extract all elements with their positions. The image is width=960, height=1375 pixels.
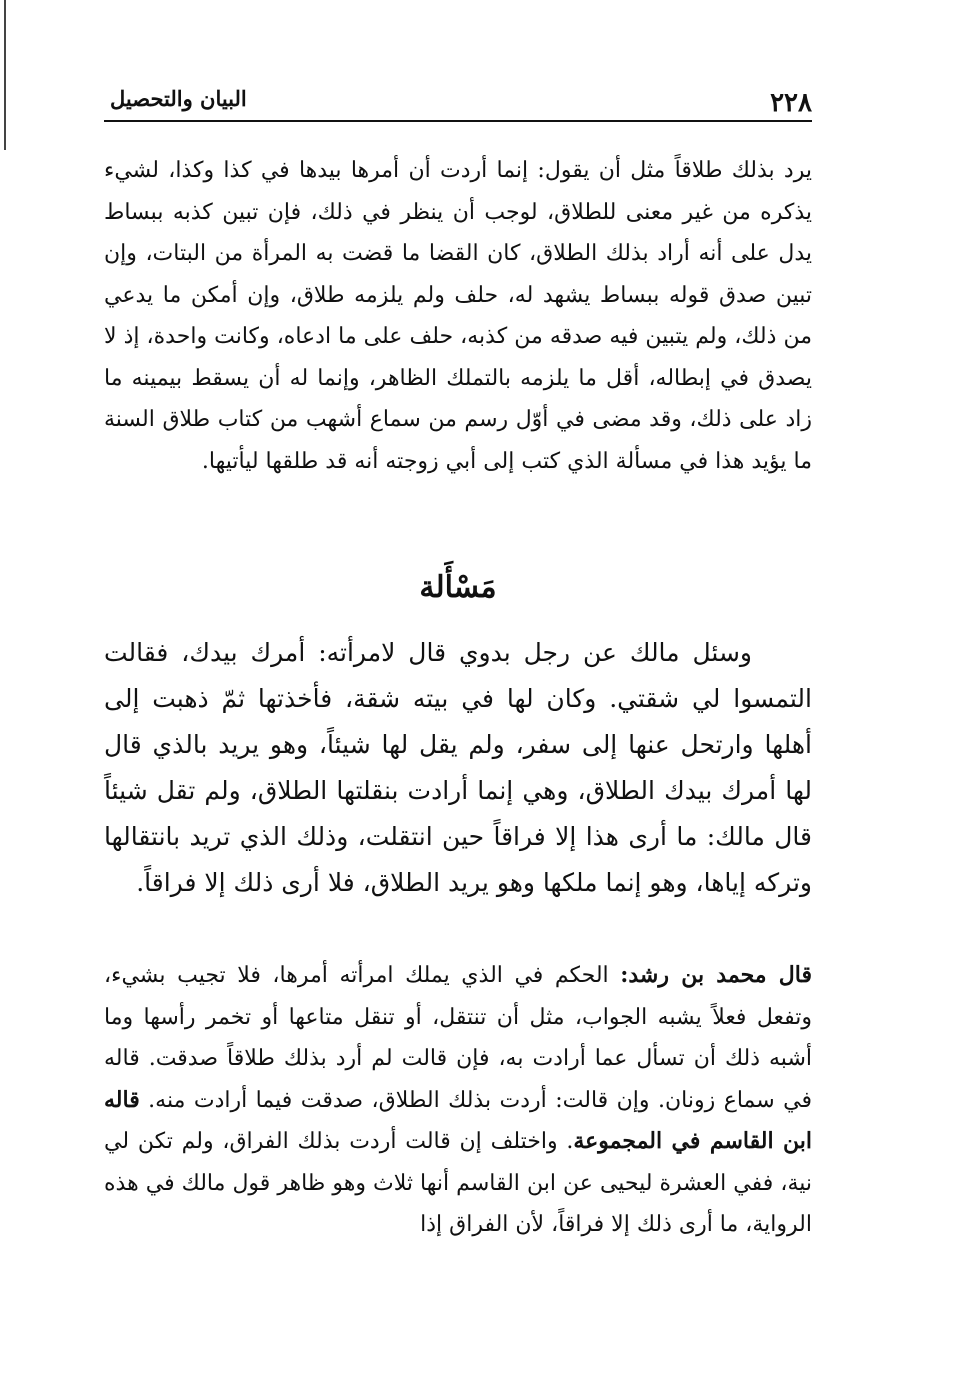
commentary-text-part-2: . واختلف إن قالت أردت بذلك الفراق، ولم تكن لي نية، ففي العشرة ليحيى عن ابن القاسم أنها ثلاث وهو ظاهر قول مالك في هذه الرواية، ما أرى ذلك إلا فراقاً، لأن الفراق إذا [104,1129,812,1237]
header-divider [104,120,812,122]
commentary-text-part-1: الحكم في الذي يملك امرأته أمرها، فلا تجيب بشيء، وتفعل فعلاً يشبه الجواب، مثل أن تنتقل، أو تنقل متاعها أو تخمر رأسها وما أشبه ذلك أن تسأل عما أرادت به، فإن قالت لم أرد بذلك طلاقاً صدقت. قاله في سماع زونان. وإن قالت: أردت بذلك الطلاق، صدقت فيما أرادت منه. [104,963,812,1113]
paragraph-commentary [104,955,812,1246]
page-header [104,84,812,120]
paragraph-continuation: يرد بذلك طلاقاً مثل أن يقول: إنما أردت أن أمرها بيدها في كذا وكذا، لشيء يذكره من غير معنى للطلاق، لوجب أن ينظر في ذلك، فإن تبين كذبه ببساط يدل على أنه أراد بذلك الطلاق، كان القضا ما قضت به المرأة من البتات، وإن تبين صدق قوله ببساط يشهد له، حلف ولم يلزمه طلاق، وإن أمكن ما يدعي من ذلك، ولم يتبين فيه صدقه من كذبه، حلف على ما ادعاه، وكانت واحدة، إذ لا يصدق في إبطاله، أقل ما يلزمه بالتملك الظاهر، وإنما له أن يسقط بيمينه ما زاد على ذلك، وقد مضى في أوّل رسم من سماع أشهب من كتاب طلاق السنة ما يؤيد هذا في مسألة الذي كتب إلى أبي زوجته أنه قد طلقها ليأتيها. [104,158,812,474]
section-heading: مَسْأَلة [419,570,497,605]
commentary-lead: قال محمد بن رشد: [620,962,812,988]
page-number: ٢٢٨ [770,88,812,118]
paragraph-question: وسئل مالك عن رجل بدوي قال لامرأته: أمرك بيدك، فقالت التمسوا لي شقتي. وكان لها في بيته شقة، فأخذتها ثمّ ذهبت إلى أهلها وارتحل عنها إلى سفر، ولم يقل لها شيئاً، وهو يريد بالذي قال لها أمرك بيدك الطلاق، وهي إنما أرادت بنقلتها الطلاق، ولم تقل شيئاً قال مالك: ما أرى هذا إلا فراقاً حين انتقلت، وذلك الذي تريد بانتقالها وتركه إياها، وهو إنما ملكها وهو يريد الطلاق، فلا أرى ذلك إلا فراقاً. [104,638,812,897]
commentary-citation: قاله ابن القاسم في المجموعة [104,1086,813,1154]
binding-edge-line [4,0,6,150]
running-title: البيان والتحصيل [110,86,247,111]
